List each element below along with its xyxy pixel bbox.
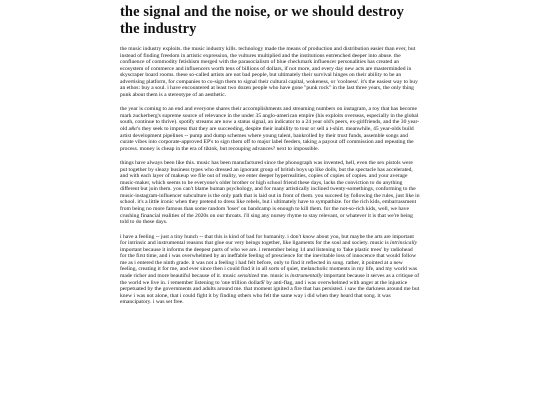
article-paragraph-4	[120, 234, 420, 306]
paragraph-4-text-b: important because it informs the deepest parts of who we are. i remember being 14 and listening to 'fake plastic trees' by radiohead for the first time, and i was overwhelmed by an ineffable feeling of prescience for the inevitable loss of innocence that would follow me as i entered the ninth grade. it was not a feeling i had felt before, only to find it reflected in song. rather, it pointed at a new feeling, creating it for me, and ever since then i could find it in all sorts of quiet, melancholic moments in my life, and my world was made richer and more beautiful because of it. music	[120, 246, 418, 279]
article-title: the signal and the noise, or we should destroy the industry	[120, 4, 405, 37]
paragraph-4-text-c: me. music is	[259, 272, 291, 279]
article-paragraph-2: the year is coming to an end and everyone shares their accomplishments and streaming numbers on instagram, a toy that has become mark zuckerberg's supreme source of relevance in the under 35 anglo-american empire (his exploits overseas, especially in the global south, continue to thrive). spotify streams are now a status signal, an indicator to a 24 year old's peers, ex-girlfriends, and the 30 year-old a&r's they seek to impress that they are succeeding, despite their inability to tour or sell a t-shirt. meanwhile, 45 year-olds build artist development pipelines -- pump and dump schemes where young talent, bankrolled by their trust funds, assemble songs and curate vibes into corporate-approved EP's to sign them off to major label feeders, taking a payout off commission and repeating the process. money is cheap in the era of tiktok, but recouping advances? next to impossible.	[120, 106, 420, 152]
paragraph-4-text-d: important because it serves as a critique of the world we live in. i remember listening to 'one trillion dollar$' by anti-flag, and i was overwhelmed with anger at the injustice perpetuated by the governments and adults around me. that moment ignited a fire that has persisted. i saw the darkness around me but knew i was not alone, that i could fight it by finding others who felt the same way i did when they heard that song. it was emancipatory. i was set free.	[120, 272, 420, 306]
paragraph-4-emphasis-intrinsically: intrinsically	[390, 240, 418, 247]
article	[120, 4, 420, 314]
paragraph-4-emphasis-sensitized: sensitized	[237, 272, 260, 279]
article-paragraph-1: the music industry exploits. the music industry kills. technology made the means of production and distribution easier than ever, but instead of finding freedom in artistic expression, the vultures multiplied and the institutions entrenched deeper into abuse. the confluence of commodity fetishism merged with the parasocialism of blue checkmark influencer personalities has created an ecosystem of commerce and influencers worth tens of billions of dollars, if not more, and every day new acts are masterminded in skyscraper board rooms. these so-called artists are not bad people, but ultimately their survival hinges on their ability to be an advertising platform, for companies to co-sign them to signal their cultural capital, wokeness, or 'coolness'. it's the easiest way to buy an ethos: buy a soul. i have encountered at least two dozen people who have gone "punk rock" in the last three years, the only thing punk about them is a stereotype of an aesthetic.	[120, 46, 418, 98]
article-paragraph-3: things have always been like this. music has been manufactured since the phonograph was invented, hell, even the sex pistols were put together by sleazy business types who dressed an ignorant group of british boys up like dolls, but the spectacle has accelerated, and with each layer of makeup we file out of reality, we enter deeper hyperrealities, copies of copies of copies. and your average music-maker, which seems to be everyone's older brother or high school friend these days, lacks the conviction to do anything different but join them. you can't blame human psychology, and for many artistically inclined twenty-somethings, conforming to the music-instagram-influencer subculture is the only path that is laid out in front of them. you succeed by following the rules, just like in school. it's a little ironic when they pretend to dress like rebels, but i ultimately have to sympathize. for the rich kids, embarrassment from being no more famous than some random 'loser' on bandcamp is enough to kill them. for the not-so-rich kids, well, we have crushing financial realities of the 2020s on our throats. i'll sing any nursey rhyme to stay relevant, or whatever it is that we're being told to do these days.	[120, 160, 420, 226]
paragraph-4-emphasis-instrumentally: instrumentally	[290, 272, 323, 279]
paragraph-4-text-a: i have a feeling -- just a tiny hunch -- that this is kind of bad for humanity. i don't know about you, but maybe the arts are important for intrinsic and instrumental reasons that glue our very beings together, like ligaments for the soul and society. music is	[120, 233, 414, 247]
